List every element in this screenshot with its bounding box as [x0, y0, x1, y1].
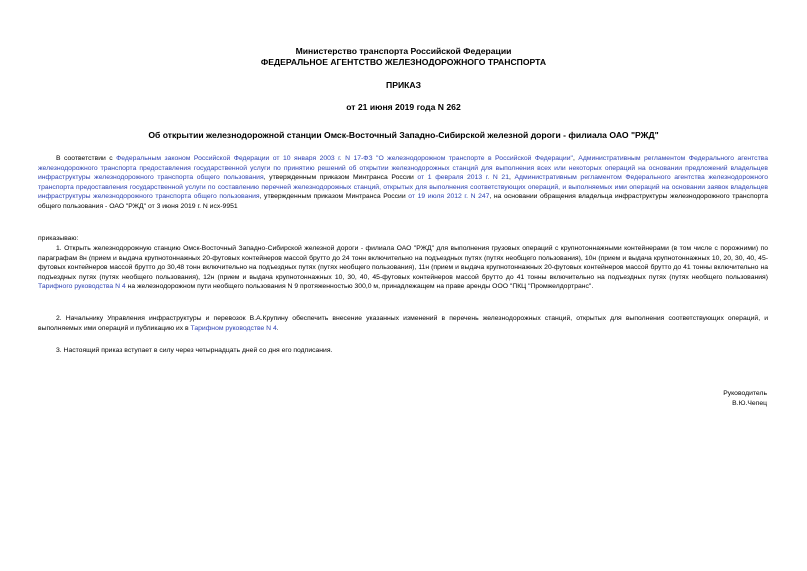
signature-block: [723, 389, 767, 409]
item-1-text-1: 1. Открыть железнодорожную станцию Омск-Восточный Западно-Сибирской железной дороги - филиала ОАО "РЖД" для выполнения грузовых операций с крупнотоннажными контейнерами (в том числе с порожними) по параграфам 8н (прием и выдача крупнотоннажных 20-футовых контейнеров массой брутто до 24 тонн включительно на подъездных путях (путях необщего пользования), 10н (прием и выдача крупнотоннажных 10, 20, 30, 40, 45-футовых контейнеров массой брутто до 30,48 тонн включительно на подъездных путях (путях необщего пользования), 11н (прием и выдача крупнотоннажных 20-футовых контейнеров массой брутто до 41 тонны включительно на подъездных путях (путях необщего пользования), 12н (прием и выдача крупнотоннажных 10, 30, 40, 45-футовых контейнеров массой брутто до 41 тонны включительно на подъездных путях (путях необщего пользования): [38, 245, 768, 281]
item-2-paragraph: [38, 314, 768, 333]
preamble-text-6: , на основании обращения владельца инфраструктуры железнодорожного транспорта общего пользования - ОАО "РЖД" от 3 июня 2019 г. N исх-9951: [38, 193, 768, 210]
tariff-guide-link-1[interactable]: Тарифного руководства N 4: [38, 283, 126, 291]
order-word: приказываю:: [38, 235, 79, 242]
agency-heading: ФЕДЕРАЛЬНОЕ АГЕНТСТВО ЖЕЛЕЗНОДОРОЖНОГО ТРАНСПОРТА: [260, 57, 547, 67]
item-3-paragraph: 3. Настоящий приказ вступает в силу через четырнадцать дней со дня его подписания.: [56, 347, 333, 354]
preamble-text-3: , утвержденным приказом Минтранса России: [263, 174, 418, 182]
preamble-text-4: ,: [509, 174, 515, 182]
preamble-paragraph: [38, 154, 768, 212]
preamble-text-2: ,: [572, 155, 579, 162]
preamble-text-1: В соответствии с: [56, 155, 117, 162]
doc-title: Об открытии железнодорожной станции Омск-Восточный Западно-Сибирской железной дороги - филиала ОАО "РЖД": [148, 130, 659, 140]
federal-law-link[interactable]: Федеральным законом Российской Федерации от 10 января 2003 г. N 17-ФЗ "О железнодорожном транспорте в Российской Федерации": [116, 155, 573, 162]
preamble-text-5: , утвержденным приказом Минтранса России: [259, 193, 409, 201]
order-2013-link[interactable]: от 1 февраля 2013 г. N 21: [417, 174, 509, 182]
ministry-heading: Министерство транспорта Российской Федерации: [295, 46, 512, 56]
admin-regulation-link-2[interactable]: Административным регламентом Федерального агентства железнодорожного транспорта предоставления государственной услуги по составлению перечней железнодорожных станций, открытых для выполнения соответствующих операций, и выполняемых ими операций на основании заявок владельцев инфраструктуры железнодорожного транспорта общего пользования: [38, 174, 768, 201]
item-1-paragraph: [38, 244, 768, 292]
admin-regulation-link-1[interactable]: Административным регламентом Федерального агентства железнодорожного транспорта предоставления государственной услуги по принятию решений об открытии железнодорожных станций для выполнения всех или некоторых операций на основании предложений владельцев инфраструктуры железнодорожного транспорта общего пользования: [38, 155, 768, 182]
tariff-guide-link-2[interactable]: Тарифном руководстве N 4: [190, 324, 277, 332]
item-1-text-2: на железнодорожном пути необщего пользования N 9 протяженностью 300,0 м, принадлежащем на праве аренды ООО "ПКЦ "Промжелдортранс".: [125, 283, 594, 291]
doc-date-number: от 21 июня 2019 года N 262: [346, 102, 461, 112]
item-2-text-1: 2. Начальнику Управления инфраструктуры и перевозок В.А.Крупину обеспечить внесение указанных изменений в перечень железнодорожных станций, открытых для выполнения соответствующих операций, и выполняемых ими операций и публикацию их в: [38, 315, 768, 332]
signer-position: Руководитель: [723, 390, 767, 397]
doc-type-heading: ПРИКАЗ: [386, 80, 421, 90]
order-2012-link[interactable]: от 19 июля 2012 г. N 247: [408, 193, 490, 201]
signer-name: В.Ю.Чепец: [732, 400, 767, 407]
item-2-text-2: .: [276, 324, 279, 332]
